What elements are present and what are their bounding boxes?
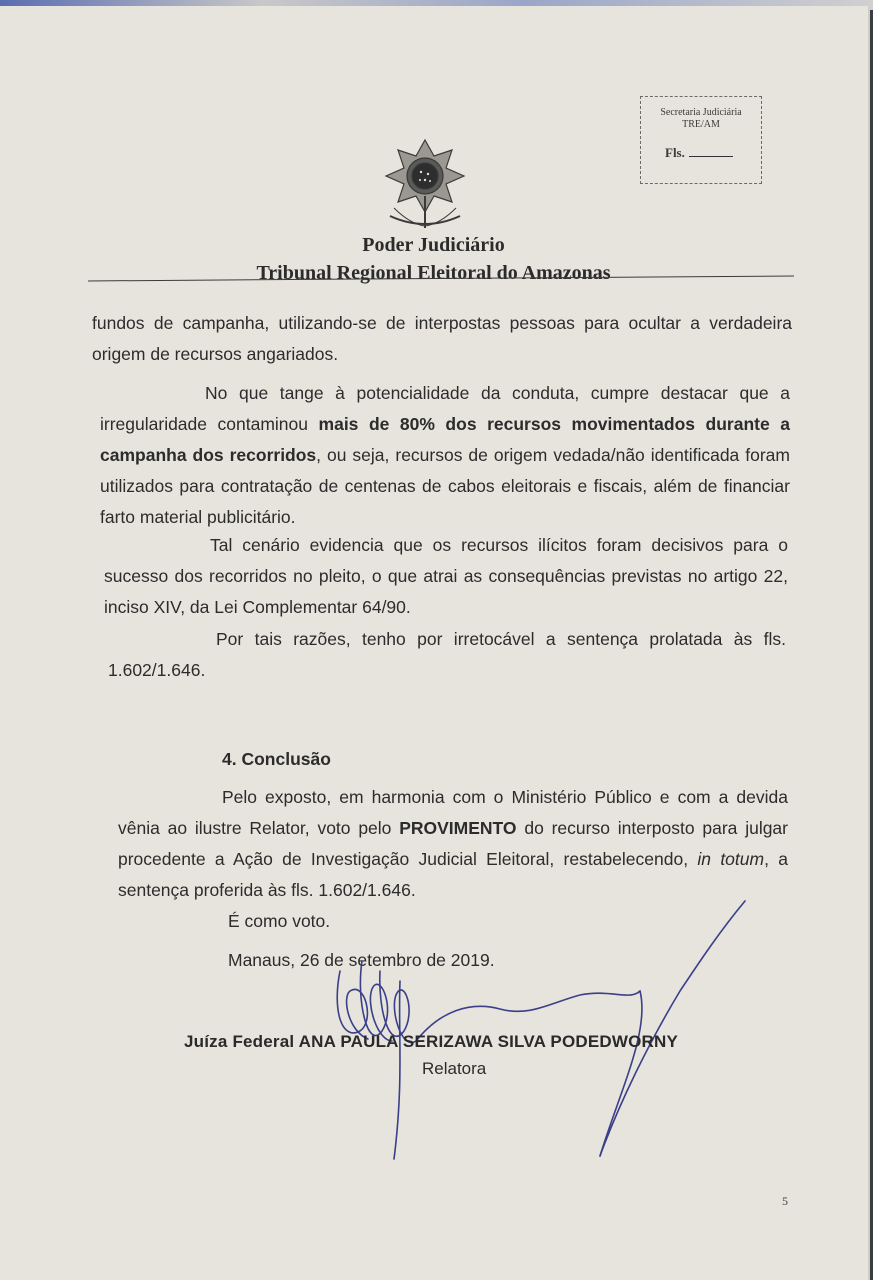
paragraph-2-text-a: No que tange à potencialidade da conduta, cumpre destacar que a irregularidade contaminou xyxy=(100,383,790,434)
document-page xyxy=(0,6,870,1280)
secretaria-stamp xyxy=(640,96,762,184)
stamp-fls xyxy=(641,145,761,161)
stamp-fls-blank xyxy=(689,156,733,157)
signatory-name xyxy=(184,1032,678,1052)
place-date: Manaus, 26 de setembro de 2019. xyxy=(228,950,495,970)
paragraph-5-bold: PROVIMENTO xyxy=(399,818,517,838)
paragraph-1: fundos de campanha, utilizando-se de interpostas pessoas para ocultar a verdadeira origem de recursos angariados. xyxy=(92,313,792,364)
signatory-prefix: Juíza Federal xyxy=(184,1032,299,1051)
paragraph-2-text-b: , ou seja, recursos de origem vedada/não identificada foram utilizados para contratação de centenas de cabos eleitorais e fiscais, além de financiar farto material publicitário. xyxy=(100,445,790,527)
coat-of-arms-icon xyxy=(380,136,470,236)
paragraph-5-text-a: Pelo exposto, em harmonia com o Ministério Público e com a devida vênia ao ilustre Relator, voto pelo xyxy=(118,787,788,838)
paragraph-2 xyxy=(100,378,790,533)
paragraph-2-bold: mais de 80% dos recursos movimentados durante a campanha dos recorridos xyxy=(100,414,790,465)
paragraph-5-text-c: , a sentença proferida às fls. 1.602/1.646. xyxy=(118,849,788,900)
signatory-role: Relatora xyxy=(422,1059,487,1078)
handwritten-signature xyxy=(320,891,760,1171)
signatory-full-name: ANA PAULA SERIZAWA SILVA PODEDWORNY xyxy=(298,1032,679,1051)
section-heading-conclusao: 4. Conclusão xyxy=(222,749,331,769)
paragraph-5 xyxy=(118,782,788,906)
paragraph-4: Por tais razões, tenho por irretocável a sentença prolatada às fls. 1.602/1.646. xyxy=(108,629,786,680)
header-poder-judiciario: Poder Judiciário xyxy=(362,234,505,256)
page-number: 5 xyxy=(782,1194,788,1208)
paragraph-5-text-b: do recurso interposto para julgar procedente a Ação de Investigação Judicial Eleitoral, restabelecendo, xyxy=(118,818,788,869)
stamp-line-2: TRE/AM xyxy=(682,119,720,130)
stamp-fls-label: Fls. xyxy=(665,145,685,160)
paragraph-5-italic: in totum xyxy=(697,849,765,869)
stamp-line-1: Secretaria Judiciária xyxy=(660,107,742,118)
header-tribunal: Tribunal Regional Eleitoral do Amazonas xyxy=(256,262,611,284)
voto-line: É como voto. xyxy=(228,911,331,931)
paragraph-3: Tal cenário evidencia que os recursos ilícitos foram decisivos para o sucesso dos recorridos no pleito, o que atrai as consequências previstas no artigo 22, inciso XIV, da Lei Complementar 64/90. xyxy=(104,535,788,617)
